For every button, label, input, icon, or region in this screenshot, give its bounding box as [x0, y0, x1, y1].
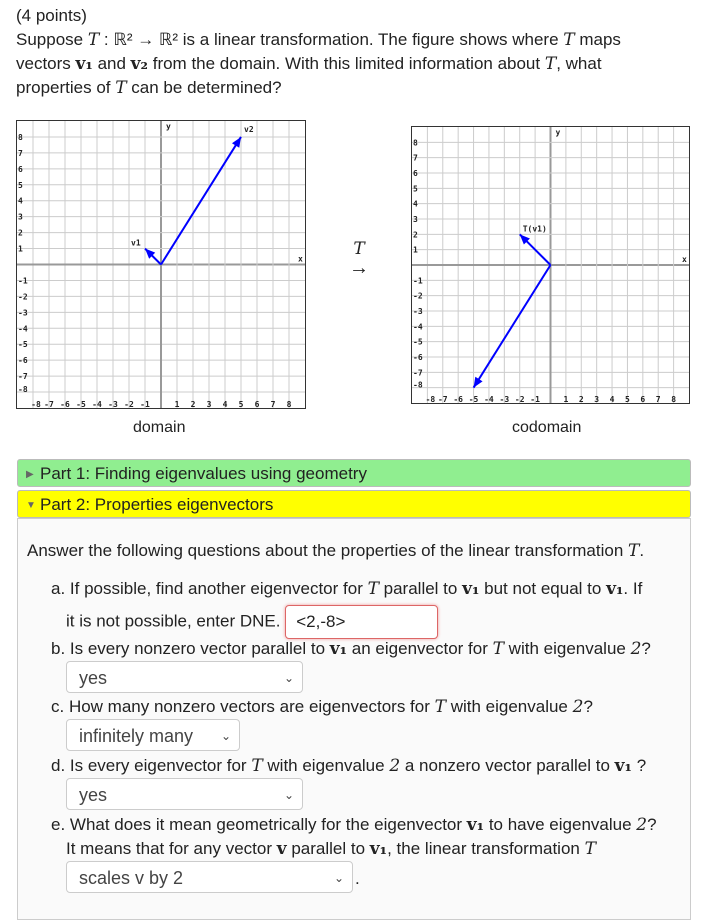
stmt-line1: Suppose T : ℝ² → ℝ² is a linear transformation. The figure shows where T maps	[16, 30, 621, 50]
question-c: c. How many nonzero vectors are eigenvectors for T with eigenvalue 2?	[51, 697, 593, 717]
y-axis-label: y	[555, 128, 561, 137]
x-tick-label: -7	[44, 400, 54, 409]
codomain-caption: codomain	[512, 419, 582, 436]
collapse-icon: ▼	[26, 500, 36, 511]
points: (4 points)	[16, 6, 87, 25]
x-tick-label: -7	[437, 395, 448, 404]
x-tick-label: -5	[468, 395, 479, 404]
x-tick-label: -6	[60, 400, 70, 409]
x-tick-label: 2	[190, 400, 196, 409]
x-tick-label: -3	[499, 395, 510, 404]
x-tick-label: -2	[124, 400, 134, 409]
vector-arrowhead	[474, 377, 483, 388]
vector-arrowhead	[232, 137, 241, 148]
question-c-select[interactable]: infinitely many ⌄	[66, 719, 240, 751]
x-tick-label: 7	[655, 395, 661, 404]
vector-label: v1	[131, 238, 141, 248]
x-tick-label: -8	[31, 400, 41, 409]
y-tick-label: -5	[413, 337, 423, 347]
y-tick-label: 4	[18, 196, 23, 206]
y-tick-label: -8	[413, 380, 423, 390]
x-tick-label: 7	[270, 400, 276, 409]
expand-icon: ▶	[26, 469, 34, 480]
y-tick-label: 7	[413, 153, 418, 163]
y-tick-label: 3	[413, 215, 418, 224]
x-tick-label: 5	[625, 395, 630, 404]
period: .	[355, 869, 360, 888]
x-tick-label: 8	[671, 395, 677, 404]
transformation-arrow	[344, 240, 374, 278]
y-tick-label: 8	[413, 138, 418, 148]
x-tick-label: 6	[640, 395, 646, 404]
y-tick-label: 7	[18, 148, 23, 158]
y-tick-label: -1	[18, 276, 28, 286]
x-tick-label: -8	[425, 395, 436, 404]
y-tick-label: 6	[413, 169, 418, 178]
question-e-select[interactable]: scales v by 2 ⌄	[66, 861, 353, 893]
y-tick-label: -7	[18, 372, 28, 382]
x-tick-label: 2	[578, 395, 584, 404]
y-axis-label: y	[166, 122, 171, 131]
y-tick-label: -3	[413, 307, 423, 316]
part-2-content	[17, 518, 691, 920]
x-tick-label: -5	[76, 400, 86, 409]
x-tick-label: 5	[238, 400, 244, 409]
x-tick-label: 6	[254, 400, 260, 409]
vector-label: v2	[244, 124, 254, 134]
part-1-header[interactable]	[17, 459, 691, 487]
y-tick-label: 5	[18, 180, 23, 190]
y-tick-label: 3	[18, 212, 23, 222]
x-tick-label: 8	[286, 400, 292, 409]
y-tick-label: -4	[413, 322, 423, 332]
x-tick-label: -1	[140, 400, 150, 409]
y-tick-label: -4	[18, 324, 28, 334]
x-tick-label: -6	[453, 395, 463, 404]
x-tick-label: 4	[222, 400, 228, 409]
domain-graph	[16, 120, 306, 409]
y-tick-label: -2	[18, 292, 28, 302]
stmt-line2: vectors v₁ and v₂ from the domain. With this limited information about T, what	[16, 54, 602, 74]
x-tick-label: 3	[594, 395, 600, 404]
x-tick-label: 3	[206, 400, 212, 409]
y-tick-label: -5	[18, 340, 28, 350]
vector-label: T(v1)	[522, 224, 547, 234]
x-tick-label: -4	[92, 400, 102, 409]
y-tick-label: -8	[18, 385, 28, 395]
part-1-title: Part 1: Finding eigenvalues using geometry	[40, 464, 367, 483]
y-tick-label: -6	[413, 353, 423, 362]
x-tick-label: -3	[108, 400, 118, 409]
eigenvector-input[interactable]: <2,-8>	[285, 605, 438, 639]
y-tick-label: 2	[18, 228, 23, 238]
y-tick-label: 2	[413, 230, 418, 240]
question-d: d. Is every eigenvector for T with eigenvalue 2 a nonzero vector parallel to v₁ ?	[51, 756, 647, 776]
question-a: a. If possible, find another eigenvector for T parallel to v₁ but not equal to v₁. If it is not possible, enter DNE. <2,-8>	[51, 577, 681, 639]
chevron-down-icon: ⌄	[283, 671, 294, 685]
y-tick-label: -3	[18, 308, 28, 318]
x-axis-label: x	[682, 255, 687, 264]
part-2-header[interactable]	[17, 490, 691, 518]
y-tick-label: -2	[413, 291, 423, 301]
x-tick-label: -2	[514, 395, 525, 404]
question-b: b. Is every nonzero vector parallel to v₁ an eigenvector for T with eigenvalue 2?	[51, 639, 651, 659]
y-tick-label: -6	[18, 356, 28, 366]
y-tick-label: 5	[413, 184, 418, 194]
y-tick-label: -7	[413, 368, 423, 378]
chevron-down-icon: ⌄	[333, 871, 344, 885]
x-tick-label: -4	[484, 395, 494, 404]
question-b-select[interactable]: yes ⌄	[66, 661, 303, 693]
stmt-line3: properties of T can be determined?	[16, 78, 282, 98]
domain-caption: domain	[133, 419, 186, 436]
part-2-title: Part 2: Properties eigenvectors	[40, 495, 274, 514]
chevron-down-icon: ⌄	[220, 729, 231, 743]
x-tick-label: 4	[609, 395, 615, 404]
y-tick-label: 1	[18, 244, 23, 254]
y-tick-label: 4	[413, 199, 418, 209]
question-d-select[interactable]: yes ⌄	[66, 778, 303, 810]
maps-to-arrow-icon: →	[349, 257, 369, 279]
x-axis-label: x	[298, 254, 303, 264]
y-tick-label: 6	[18, 164, 23, 174]
x-tick-label: 1	[174, 400, 180, 409]
y-tick-label: 8	[18, 132, 23, 142]
intro-text: Answer the following questions about the properties of the linear transformation T.	[27, 541, 645, 561]
chevron-down-icon: ⌄	[283, 788, 294, 802]
y-tick-label: -1	[413, 276, 423, 286]
x-tick-label: -1	[530, 395, 540, 404]
transformation-label: T	[353, 239, 365, 259]
problem-statement	[16, 4, 686, 100]
codomain-graph	[411, 126, 690, 404]
x-tick-label: 1	[563, 395, 569, 404]
y-tick-label: 1	[413, 245, 418, 255]
question-e: e. What does it mean geometrically for the eigenvector v₁ to have eigenvalue 2? It means that for any vector v parallel to v₁, the linear transformation T	[51, 815, 657, 859]
